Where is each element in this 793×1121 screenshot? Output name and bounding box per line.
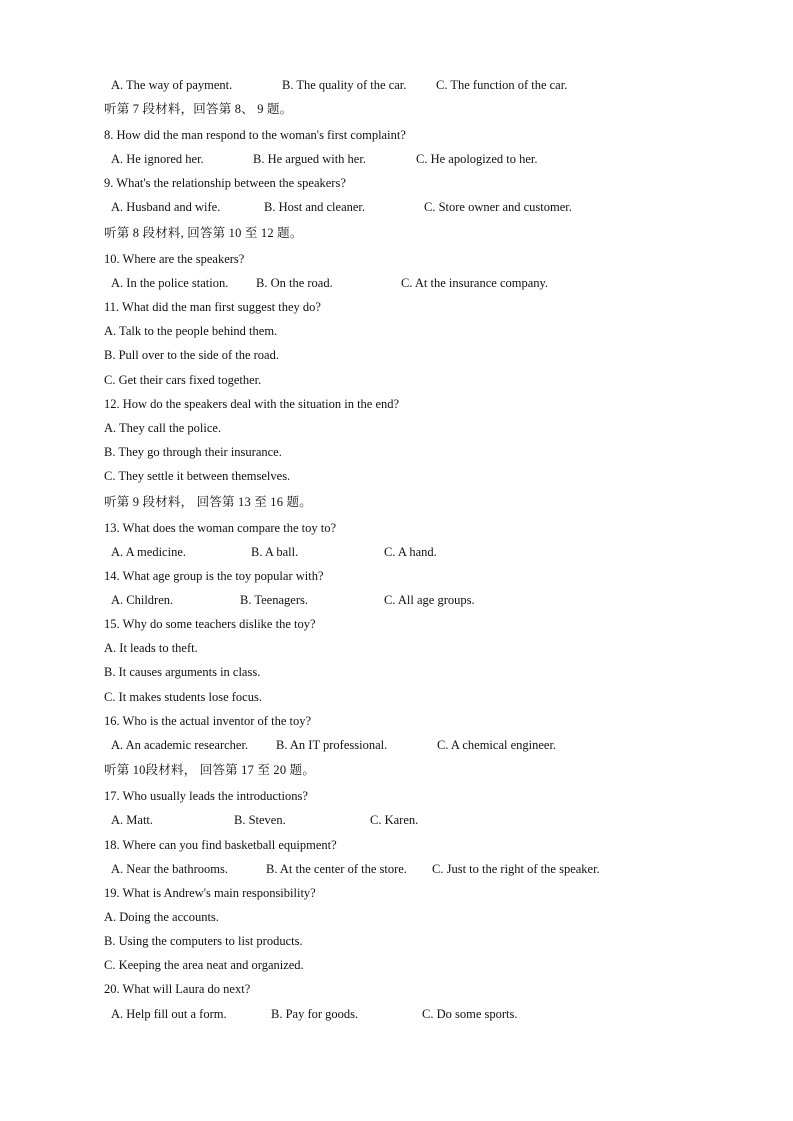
- option-c: C. Do some sports.: [422, 1007, 518, 1021]
- question-11: 11. What did the man first suggest they do?: [104, 300, 321, 314]
- option-line: [0, 953, 793, 977]
- question-10: 10. Where are the speakers?: [104, 252, 245, 266]
- question: [0, 123, 793, 147]
- question-14: 14. What age group is the toy popular with?: [104, 569, 324, 583]
- q17-options: [0, 808, 793, 832]
- question-19: 19. What is Andrew's main responsibility?: [104, 886, 316, 900]
- question-12: 12. How do the speakers deal with the situation in the end?: [104, 397, 400, 411]
- option-b: B. On the road.: [256, 276, 333, 290]
- option-a: A. It leads to theft.: [104, 641, 198, 655]
- option-line: [0, 416, 793, 440]
- question: [0, 516, 793, 540]
- option-line: [0, 929, 793, 953]
- section-heading: [0, 758, 793, 782]
- option-c: C. It makes students lose focus.: [104, 690, 262, 704]
- question-15: 15. Why do some teachers dislike the toy?: [104, 617, 316, 631]
- option-b: B. Steven.: [234, 813, 286, 827]
- question: [0, 295, 793, 319]
- option-a: A. Doing the accounts.: [104, 910, 219, 924]
- option-c: C. All age groups.: [384, 593, 475, 607]
- question-8: 8. How did the man respond to the woman's first complaint?: [104, 128, 406, 142]
- q13-options: [0, 540, 793, 564]
- option-b: B. An IT professional.: [276, 738, 388, 752]
- question: [0, 171, 793, 195]
- option-a: A. An academic researcher.: [111, 738, 249, 752]
- option-c: C. Karen.: [370, 813, 419, 827]
- option-a: A. He ignored her.: [111, 152, 204, 166]
- question: [0, 392, 793, 416]
- option-b: B. Teenagers.: [240, 593, 308, 607]
- option-a: A. The way of payment.: [111, 78, 233, 92]
- option-line: [0, 440, 793, 464]
- option-b: B. Pull over to the side of the road.: [104, 348, 279, 362]
- option-c: C. The function of the car.: [436, 78, 568, 92]
- option-b: B. It causes arguments in class.: [104, 665, 261, 679]
- section-10-heading: 听第 10段材料， 回答第 17 至 20 题。: [104, 763, 316, 777]
- option-line: [0, 685, 793, 709]
- option-b: B. At the center of the store.: [266, 862, 407, 876]
- option-line: [0, 660, 793, 684]
- option-b: B. The quality of the car.: [282, 78, 407, 92]
- option-a: A. Talk to the people behind them.: [104, 324, 278, 338]
- section-7-heading: 听第 7 段材料，回答第 8、 9 题。: [104, 102, 293, 116]
- option-a: A. Help fill out a form.: [111, 1007, 227, 1021]
- option-c: C. Store owner and customer.: [424, 200, 572, 214]
- option-c: C. He apologized to her.: [416, 152, 538, 166]
- option-a: A. They call the police.: [104, 421, 222, 435]
- option-b: B. They go through their insurance.: [104, 445, 282, 459]
- q20-options: [0, 1002, 793, 1026]
- q10-options: [0, 271, 793, 295]
- section-heading: [0, 97, 793, 121]
- option-c: C. Keeping the area neat and organized.: [104, 958, 304, 972]
- question: [0, 833, 793, 857]
- option-b: B. Host and cleaner.: [264, 200, 366, 214]
- option-c: C. A chemical engineer.: [437, 738, 557, 752]
- question: [0, 247, 793, 271]
- option-c: C. They settle it between themselves.: [104, 469, 291, 483]
- option-b: B. Pay for goods.: [271, 1007, 359, 1021]
- question: [0, 881, 793, 905]
- section-9-heading: 听第 9 段材料， 回答第 13 至 16 题。: [104, 495, 312, 509]
- q7-options: [0, 73, 793, 97]
- q14-options: [0, 588, 793, 612]
- question: [0, 784, 793, 808]
- question: [0, 612, 793, 636]
- question-20: 20. What will Laura do next?: [104, 982, 251, 996]
- option-c: C. Just to the right of the speaker.: [432, 862, 600, 876]
- section-8-heading: 听第 8 段材料, 回答第 10 至 12 题。: [104, 226, 303, 240]
- question-16: 16. Who is the actual inventor of the toy?: [104, 714, 312, 728]
- option-line: [0, 368, 793, 392]
- option-line: [0, 319, 793, 343]
- question-18: 18. Where can you find basketball equipment?: [104, 838, 337, 852]
- question-13: 13. What does the woman compare the toy to?: [104, 521, 336, 535]
- section-heading: [0, 221, 793, 245]
- option-a: A. Children.: [111, 593, 174, 607]
- option-b: B. A ball.: [251, 545, 299, 559]
- option-line: [0, 636, 793, 660]
- option-a: A. Husband and wife.: [111, 200, 221, 214]
- option-b: B. He argued with her.: [253, 152, 366, 166]
- option-b: B. Using the computers to list products.: [104, 934, 303, 948]
- option-line: [0, 905, 793, 929]
- q9-options: [0, 195, 793, 219]
- option-a: A. Near the bathrooms.: [111, 862, 228, 876]
- q16-options: [0, 733, 793, 757]
- question: [0, 977, 793, 1001]
- option-c: C. At the insurance company.: [401, 276, 549, 290]
- question-17: 17. Who usually leads the introductions?: [104, 789, 308, 803]
- q18-options: [0, 857, 793, 881]
- option-a: A. In the police station.: [111, 276, 229, 290]
- option-c: C. Get their cars fixed together.: [104, 373, 262, 387]
- option-a: A. A medicine.: [111, 545, 186, 559]
- question-9: 9. What's the relationship between the speakers?: [104, 176, 346, 190]
- section-heading: [0, 490, 793, 514]
- option-line: [0, 343, 793, 367]
- option-c: C. A hand.: [384, 545, 437, 559]
- option-a: A. Matt.: [111, 813, 154, 827]
- question: [0, 564, 793, 588]
- q8-options: [0, 147, 793, 171]
- option-line: [0, 464, 793, 488]
- question: [0, 709, 793, 733]
